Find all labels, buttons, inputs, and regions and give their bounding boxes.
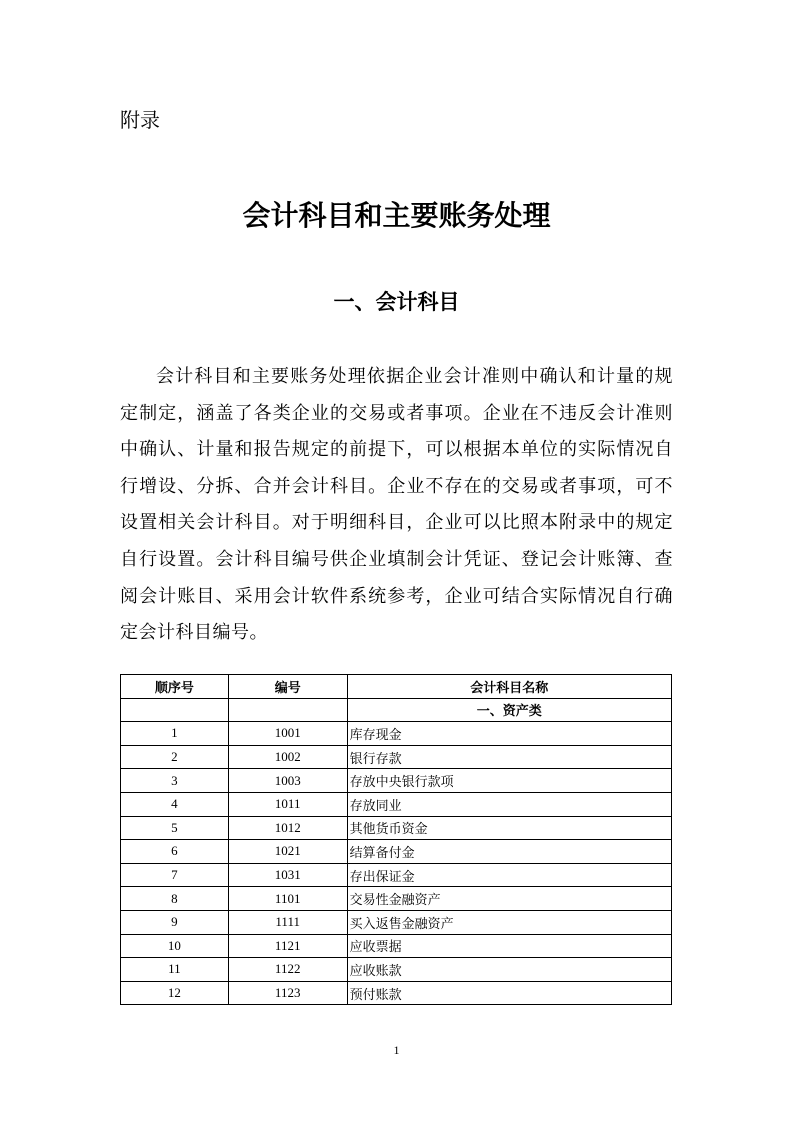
code-cell: 1011 [228,792,347,816]
table-row [121,745,672,769]
section-title: 一、会计科目 [333,290,460,314]
table-row [121,840,672,864]
category-seq-cell [121,698,229,722]
name-cell: 其他货币资金 [347,816,671,840]
table-header-row [121,675,672,699]
appendix-label: 附录 [120,108,160,132]
code-cell: 1111 [228,910,347,934]
name-cell: 银行存款 [347,745,671,769]
table-row [121,863,672,887]
name-cell: 买入返售金融资产 [347,910,671,934]
table-row [121,816,672,840]
seq-cell: 2 [121,745,229,769]
table-row [121,934,672,958]
code-cell: 1012 [228,816,347,840]
code-cell: 1121 [228,934,347,958]
name-cell: 结算备付金 [347,840,671,864]
seq-cell: 12 [121,981,229,1005]
category-code-cell [228,698,347,722]
code-cell: 1031 [228,863,347,887]
seq-cell: 1 [121,722,229,746]
header-name: 会计科目名称 [347,675,671,699]
name-cell: 存出保证金 [347,863,671,887]
table-row [121,887,672,911]
name-cell: 库存现金 [347,722,671,746]
name-cell: 交易性金融资产 [347,887,671,911]
table-row [121,981,672,1005]
seq-cell: 5 [121,816,229,840]
header-code: 编号 [228,675,347,699]
name-cell: 预付账款 [347,981,671,1005]
accounting-subjects-table [120,674,672,1005]
seq-cell: 7 [121,863,229,887]
table-row [121,769,672,793]
intro-paragraph: 会计科目和主要账务处理依据企业会计准则中确认和计量的规定制定，涵盖了各类企业的交易或者事项。企业在不违反会计准则中确认、计量和报告规定的前提下，可以根据本单位的实际情况自行增设、分拆、合并会计科目。企业不存在的交易或者事项，可不设置相关会计科目。对于明细科目，企业可以比照本附录中的规定自行设置。会计科目编号供企业填制会计凭证、登记会计账簿、查阅会计账目、采用会计软件系统参考，企业可结合实际情况自行确定会计科目编号。 [120,366,673,644]
code-cell: 1123 [228,981,347,1005]
code-cell: 1003 [228,769,347,793]
document-title: 会计科目和主要账务处理 [242,199,551,232]
name-cell: 存放同业 [347,792,671,816]
name-cell: 存放中央银行款项 [347,769,671,793]
table-row [121,792,672,816]
page-number: 1 [393,1043,400,1057]
code-cell: 1101 [228,887,347,911]
seq-cell: 6 [121,840,229,864]
code-cell: 1021 [228,840,347,864]
seq-cell: 9 [121,910,229,934]
seq-cell: 10 [121,934,229,958]
code-cell: 1001 [228,722,347,746]
name-cell: 应收账款 [347,958,671,982]
seq-cell: 8 [121,887,229,911]
seq-cell: 11 [121,958,229,982]
category-label: 一、资产类 [347,698,671,722]
table-row [121,910,672,934]
seq-cell: 4 [121,792,229,816]
seq-cell: 3 [121,769,229,793]
name-cell: 应收票据 [347,934,671,958]
code-cell: 1122 [228,958,347,982]
table-row [121,722,672,746]
header-seq: 顺序号 [121,675,229,699]
category-row [121,698,672,722]
table-row [121,958,672,982]
code-cell: 1002 [228,745,347,769]
